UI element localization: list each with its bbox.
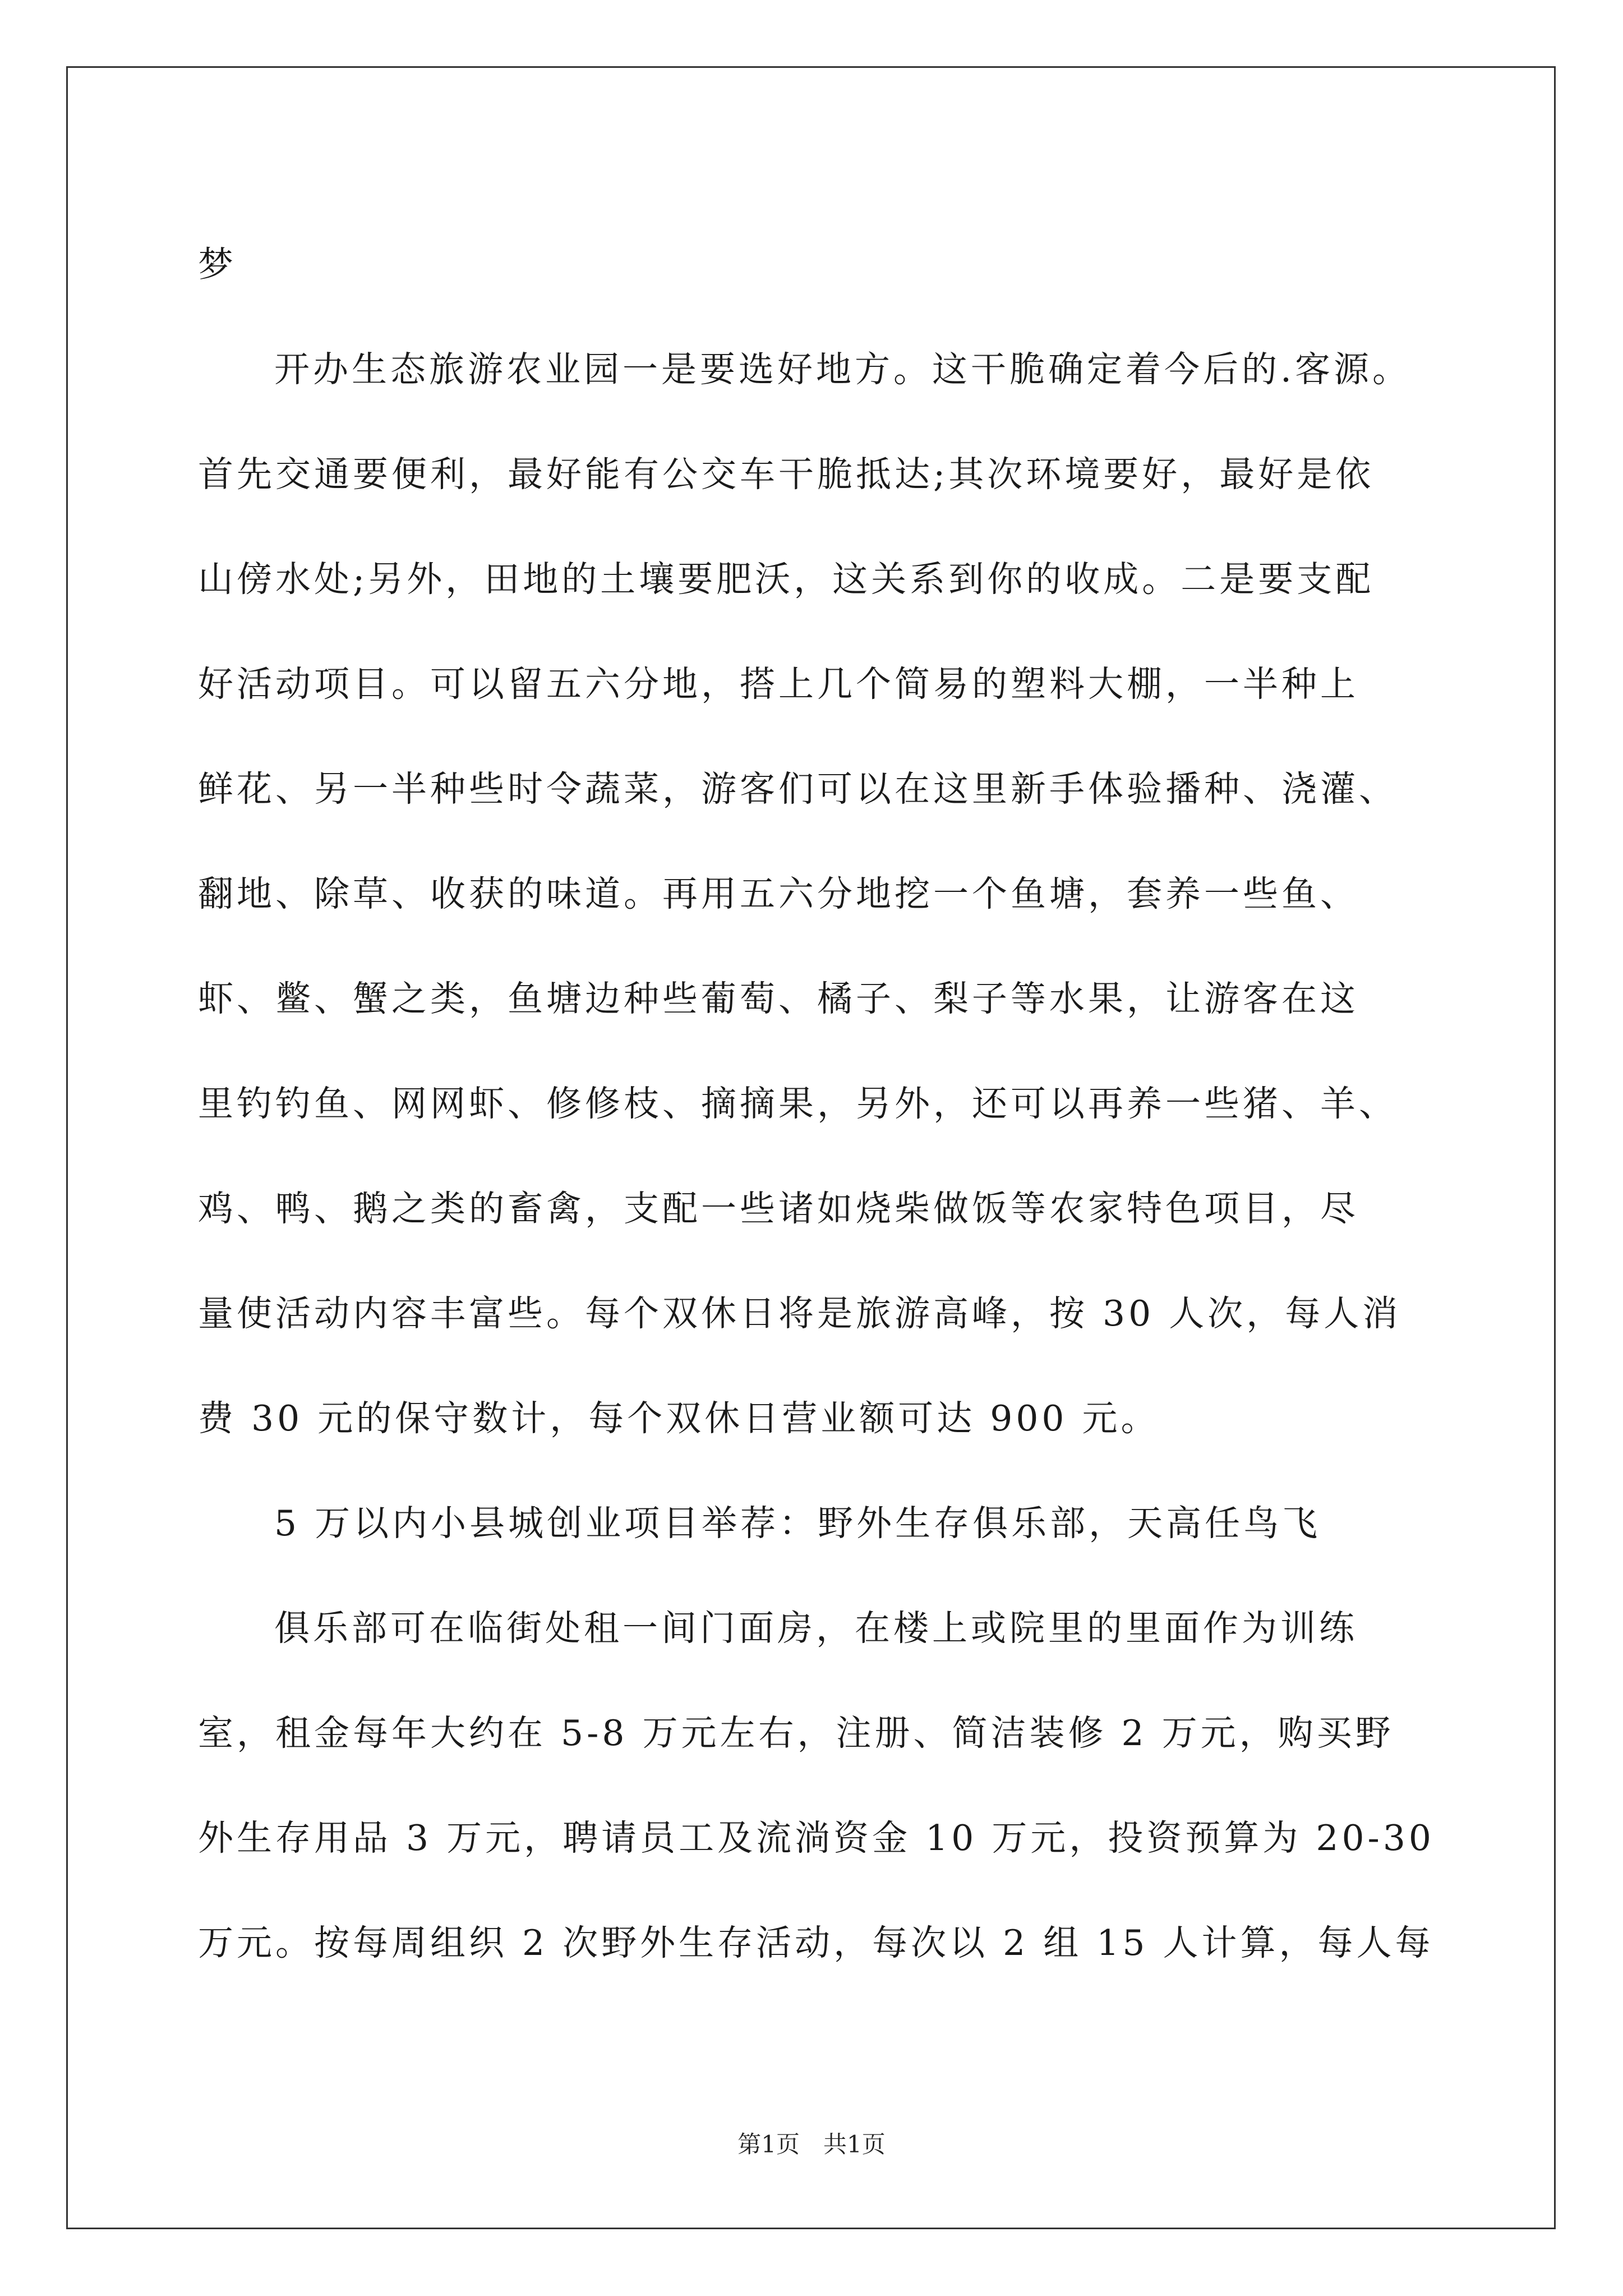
- paragraph-line: 俱乐部可在临街处租一间门面房，在楼上或院里的里面作为训练: [274, 1608, 1358, 1649]
- text-line: 里钓钓鱼、网网虾、修修枝、摘摘果，另外，还可以再养一些猪、羊、: [198, 1083, 1398, 1124]
- text-line: 费 30 元的保守数计，每个双休日营业额可达 900 元。: [198, 1398, 1160, 1439]
- text-line: 室，租金每年大约在 5-8 万元左右，注册、简洁装修 2 万元，购买野: [198, 1713, 1394, 1754]
- text-line: 鸡、鸭、鹅之类的畜禽，支配一些诸如烧柴做饭等农家特色项目，尽: [198, 1188, 1359, 1229]
- page-number: 第1页: [737, 2131, 800, 2158]
- text-line: 好活动项目。可以留五六分地，搭上几个简易的塑料大棚，一半种上: [198, 664, 1359, 705]
- text-line: 量使活动内容丰富些。每个双休日将是旅游高峰，按 30 人次，每人消: [198, 1293, 1401, 1334]
- text-line: 鲜花、另一半种些时令蔬菜，游客们可以在这里新手体验播种、浇灌、: [198, 769, 1398, 809]
- page-footer: [0, 2126, 1623, 2160]
- text-line: 山傍水处;另外，田地的土壤要肥沃，这关系到你的收成。二是要支配: [198, 559, 1375, 600]
- document-body: [198, 212, 1482, 1995]
- text-line: 万元。按每周组织 2 次野外生存活动，每次以 2 组 15 人计算，每人每: [198, 1922, 1434, 1963]
- paragraph-line: 开办生态旅游农业园一是要选好地方。这干脆确定着今后的.客源。: [274, 349, 1412, 390]
- section-heading: 5 万以内小县城创业项目举荐：野外生存俱乐部，天高任鸟飞: [274, 1503, 1321, 1544]
- text-line: 首先交通要便利，最好能有公交车干脆抵达;其次环境要好，最好是依: [198, 454, 1375, 495]
- text-line: 梦: [198, 244, 237, 285]
- text-line: 虾、鳖、蟹之类，鱼塘边种些葡萄、橘子、梨子等水果，让游客在这: [198, 978, 1359, 1019]
- text-line: 外生存用品 3 万元，聘请员工及流淌资金 10 万元，投资预算为 20-30: [198, 1818, 1435, 1858]
- text-line: 翻地、除草、收获的味道。再用五六分地挖一个鱼塘，套养一些鱼、: [198, 873, 1359, 914]
- page-total: 共1页: [823, 2131, 886, 2158]
